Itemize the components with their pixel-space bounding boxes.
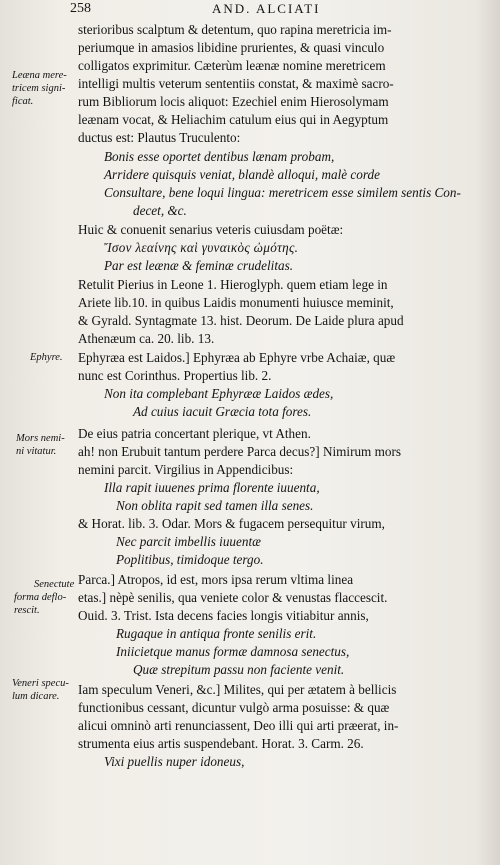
verse-line: Iniicietque manus formæ damnosa senectus, (116, 644, 350, 659)
verse-line: Vixi puellis nuper idoneus, (104, 754, 245, 769)
verse-line: Non oblita rapit sed tamen illa senes. (116, 498, 314, 513)
verse-line: Bonis esse oportet dentibus lænam probam, (104, 149, 335, 164)
margin-note: ficat. (12, 96, 34, 107)
greek-line: Ἴσον λεαίνης καὶ γυναικὸς ὠμότης. (104, 240, 299, 255)
page-number: 258 (70, 1, 91, 16)
margin-note: lum dicare. (12, 691, 60, 702)
margin-note: Ephyre. (30, 352, 63, 363)
text-line: periumque in amasios libidine prurientes, & quasi vinculo (78, 40, 385, 55)
verse-line: Non ita complebant Ephyrææ Laidos ædes, (104, 386, 334, 401)
lemma-line: Ephyræa est Laidos.] Ephyræa ab Ephyre vrbe Achaiæ, quæ (78, 350, 396, 365)
text-line: nemini parcit. Virgilius in Appendicibus: (78, 462, 294, 477)
verse-line: decet, &c. (133, 203, 187, 218)
margin-note: ni vitatur. (16, 446, 57, 457)
text-line: colligatos exprimitur. Cæterùm leænæ nomine meretricem (78, 58, 386, 73)
text-line: Ariete lib.10. in quibus Laidis monumenti huiusce meminit, (78, 295, 394, 310)
verse-line: Ad cuius iacuit Græcia tota fores. (133, 404, 312, 419)
verse-line: Rugaque in antiqua fronte senilis erit. (116, 626, 317, 641)
verse-line: Quæ strepitum passu non faciente venit. (133, 662, 345, 677)
lemma-line: etas.] nèpè senilis, qua veniete color & venustas flaccescit. (78, 590, 388, 605)
verse-line: Arridere quisquis veniat, blandè alloqui, malè corde (104, 167, 380, 182)
verse-line: Consultare, bene loqui lingua: meretricem esse similem sentis Con- (104, 185, 461, 200)
margin-note: Veneri specu- (12, 678, 69, 689)
lemma-line: Iam speculum Veneri, &c.] Milites, qui per ætatem à bellicis (78, 682, 397, 697)
margin-note: rescit. (14, 605, 40, 616)
text-line: ductus est: Plautus Truculento: (78, 130, 241, 145)
verse-line: Illa rapit iuuenes prima florente iuuenta, (104, 480, 320, 495)
text-line: nunc est Corinthus. Propertius lib. 2. (78, 368, 272, 383)
lemma-line: ah! non Erubuit tantum perdere Parca decus?] Nimirum mors (78, 444, 401, 459)
text-line: Retulit Pierius in Leone 1. Hieroglyph. quem etiam lege in (78, 277, 388, 292)
text-line: strumenta eius artis suspendebant. Horat. 3. Carm. 26. (78, 736, 364, 751)
text-line: Huic & conuenit senarius veteris cuiusdam poëtæ: (78, 222, 344, 237)
text-line: intelligi multis veterum sententiis constat, & maximè sacro- (78, 76, 394, 91)
margin-note: Leæna mere- (12, 70, 67, 81)
text-line: De eius patria concertant plerique, vt Athen. (78, 426, 311, 441)
text-line: leænam vocat, & Heliachim catulum eius qui in Aegyptum (78, 112, 389, 127)
text-line: & Horat. lib. 3. Odar. Mors & fugacem persequitur virum, (78, 516, 385, 531)
verse-line: Nec parcit imbellis iuuentæ (116, 534, 261, 549)
text-line: & Gyrald. Syntagmate 13. hist. Deorum. De Laide plura apud (78, 313, 404, 328)
text-line: Athenæum ca. 20. lib. 13. (78, 331, 215, 346)
margin-note: tricem signi- (12, 83, 66, 94)
verse-line: Par est leænæ & feminæ crudelitas. (104, 258, 294, 273)
verse-line: Poplitibus, timidoque tergo. (116, 552, 264, 567)
margin-note: Mors nemi- (16, 433, 65, 444)
lemma-line: Parca.] Atropos, id est, mors ipsa rerum vltima linea (78, 572, 354, 587)
text-line: Ouid. 3. Trist. Ista decens facies longis vitiabitur annis, (78, 608, 369, 623)
margin-note: forma deflo- (14, 592, 67, 603)
margin-note: Senectute (34, 579, 75, 590)
text-line: rum Bibliorum locis aliquot: Ezechiel enim Hierosolymam (78, 94, 389, 109)
text-line: alicui omninò arti renunciassent, Deo illi qui arti præerat, in- (78, 718, 399, 733)
running-head: AND. ALCIATI (212, 1, 321, 16)
text-line: functionibus cessant, dicuntur vulgò arma posuisse: & quæ (78, 700, 390, 715)
text-line: sterioribus scalptum & detentum, quo rapina meretricia im- (78, 22, 392, 37)
